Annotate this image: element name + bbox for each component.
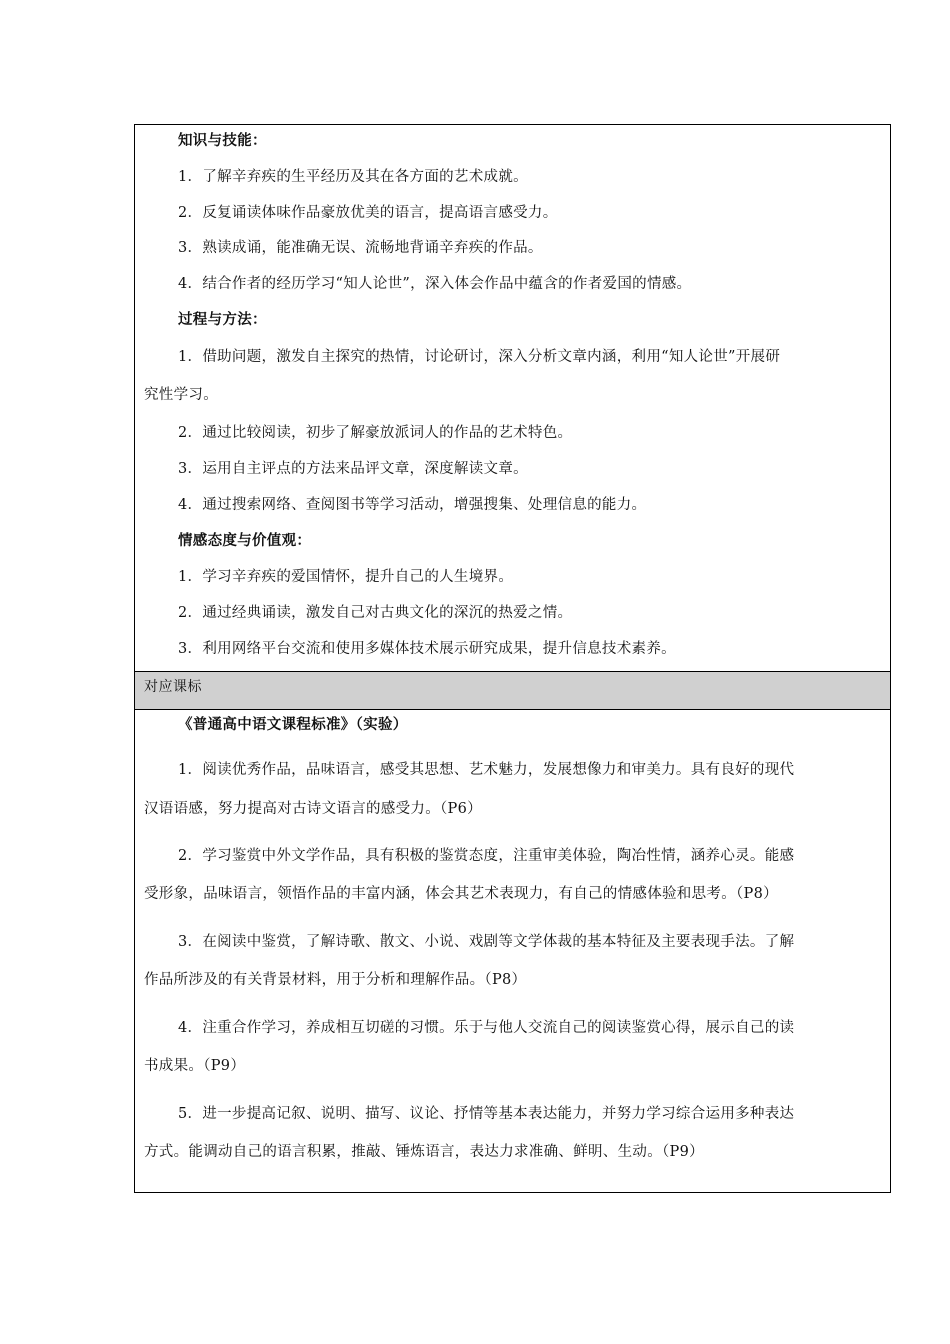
knowledge-item: 1．了解辛弃疾的生平经历及其在各方面的艺术成就。	[178, 169, 528, 185]
process-heading: 过程与方法：	[178, 312, 267, 328]
emotion-item: 1．学习辛弃疾的爱国情怀，提升自己的人生境界。	[178, 569, 514, 585]
standards-title: 《普通高中语文课程标准》（实验）	[178, 717, 408, 733]
standard-item-line: 1．阅读优秀作品，品味语言，感受其思想、艺术魅力，发展想像力和审美力。具有良好的现代	[178, 762, 795, 778]
process-item: 4．通过搜索网络、查阅图书等学习活动，增强搜集、处理信息的能力。	[178, 497, 647, 513]
standards-header-band	[135, 671, 890, 710]
emotion-item: 3．利用网络平台交流和使用多媒体技术展示研究成果，提升信息技术素养。	[178, 641, 676, 657]
emotion-heading: 情感态度与价值观：	[178, 533, 312, 549]
knowledge-item: 4．结合作者的经历学习“知人论世”，深入体会作品中蕴含的作者爱国的情感。	[178, 276, 692, 292]
knowledge-item: 3．熟读成诵，能准确无误、流畅地背诵辛弃疾的作品。	[178, 240, 543, 256]
process-item-line: 1．借助问题，激发自主探究的热情，讨论研讨，深入分析文章内涵，利用“知人论世”开展研	[178, 349, 781, 365]
standard-item-line: 汉语语感，努力提高对古诗文语言的感受力。（P6）	[144, 801, 482, 817]
standard-item-line: 3．在阅读中鉴赏，了解诗歌、散文、小说、戏剧等文学体裁的基本特征及主要表现手法。了解	[178, 934, 795, 950]
standard-item-line: 受形象，品味语言，领悟作品的丰富内涵，体会其艺术表现力，有自己的情感体验和思考。（P8）	[144, 886, 778, 902]
process-item: 3．运用自主评点的方法来品评文章，深度解读文章。	[178, 461, 528, 477]
process-item-line: 究性学习。	[144, 387, 218, 403]
standard-item-line: 2．学习鉴赏中外文学作品，具有积极的鉴赏态度，注重审美体验，陶冶性情，涵养心灵。能感	[178, 848, 795, 864]
standard-item-line: 4．注重合作学习，养成相互切磋的习惯。乐于与他人交流自己的阅读鉴赏心得，展示自己的读	[178, 1020, 795, 1036]
objectives-section	[135, 125, 890, 671]
emotion-item: 2．通过经典诵读，激发自己对古典文化的深沉的热爱之情。	[178, 605, 573, 621]
knowledge-heading: 知识与技能：	[178, 133, 267, 149]
lesson-plan-table	[134, 124, 891, 1193]
standard-item-line: 方式。能调动自己的语言积累，推敲、锤炼语言，表达力求准确、鲜明、生动。（P9）	[144, 1144, 704, 1160]
standard-item-line: 作品所涉及的有关背景材料，用于分析和理解作品。（P8）	[144, 972, 527, 988]
standards-band-label: 对应课标	[144, 679, 202, 695]
knowledge-item: 2．反复诵读体味作品豪放优美的语言，提高语言感受力。	[178, 205, 558, 221]
standard-item-line: 书成果。（P9）	[144, 1058, 246, 1074]
process-item: 2．通过比较阅读，初步了解豪放派词人的作品的艺术特色。	[178, 425, 573, 441]
standard-item-line: 5．进一步提高记叙、说明、描写、议论、抒情等基本表达能力，并努力学习综合运用多种表达	[178, 1106, 795, 1122]
